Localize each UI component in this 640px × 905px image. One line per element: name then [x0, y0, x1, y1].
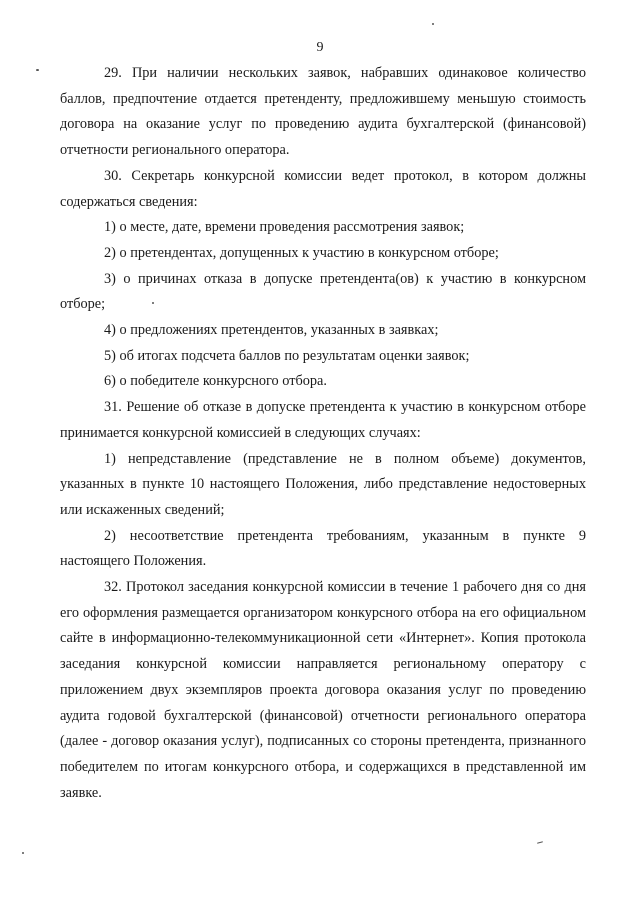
paragraph-32: 32. Протокол заседания конкурсной комиссии в течение 1 рабочего дня со дня его оформления размещается организатором конкурсного отбора на его официальном сайте в информационно-телекоммуникационной сети «Интернет». Копия протокола заседания конкурсной комиссии направляется региональному оператору с приложением двух экземпляров проекта договора оказания услуг по проведению аудита годовой бухгалтерской (финансовой) отчетности регионального оператора (далее - договор оказания услуг), подписанных со стороны претендента, признанного победителем по итогам конкурсного отбора, и содержащихся в представленной им заявке. — [60, 579, 586, 801]
list-item-30-2: 2) о претендентах, допущенных к участию в конкурсном отборе; — [104, 244, 499, 261]
list-item-30-6: 6) о победителе конкурсного отбора. — [104, 373, 327, 390]
page-number: 9 — [316, 40, 324, 55]
paragraph-31: 31. Решение об отказе в допуске претендента к участию в конкурсном отборе принимается конкурсной комиссией в следующих случаях: — [60, 399, 586, 441]
list-item-30-4: 4) о предложениях претендентов, указанных в заявках; — [104, 322, 439, 339]
list-item-30-1: 1) о месте, дате, времени проведения рассмотрения заявок; — [104, 219, 465, 236]
list-item-31-1: 1) непредставление (представление не в полном объеме) документов, указанных в пункте 10 настоящего Положения, либо представление недостоверных или искаженных сведений; — [60, 450, 586, 518]
list-item-30-5: 5) об итогах подсчета баллов по результатам оценки заявок; — [104, 347, 470, 364]
paragraph-30: 30. Секретарь конкурсной комиссии ведет протокол, в котором должны содержаться сведения: — [60, 167, 586, 210]
document-body — [60, 61, 586, 806]
scan-speck — [36, 69, 39, 71]
scan-speck — [152, 302, 154, 304]
scan-speck — [537, 841, 543, 844]
paragraph-29: 29. При наличии нескольких заявок, набравших одинаковое количество баллов, предпочтение отдается претенденту, предложившему меньшую стоимость договора на оказание услуг по проведению аудита бухгалтерской (финансовой) отчетности регионального оператора. — [60, 65, 586, 159]
list-item-30-3: 3) о причинах отказа в допуске претендента(ов) к участию в конкурсном отборе; — [60, 270, 586, 313]
scan-speck — [22, 852, 24, 854]
scan-speck — [432, 23, 434, 25]
list-item-31-2: 2) несоответствие претендента требованиям, указанным в пункте 9 настоящего Положения. — [60, 527, 586, 570]
